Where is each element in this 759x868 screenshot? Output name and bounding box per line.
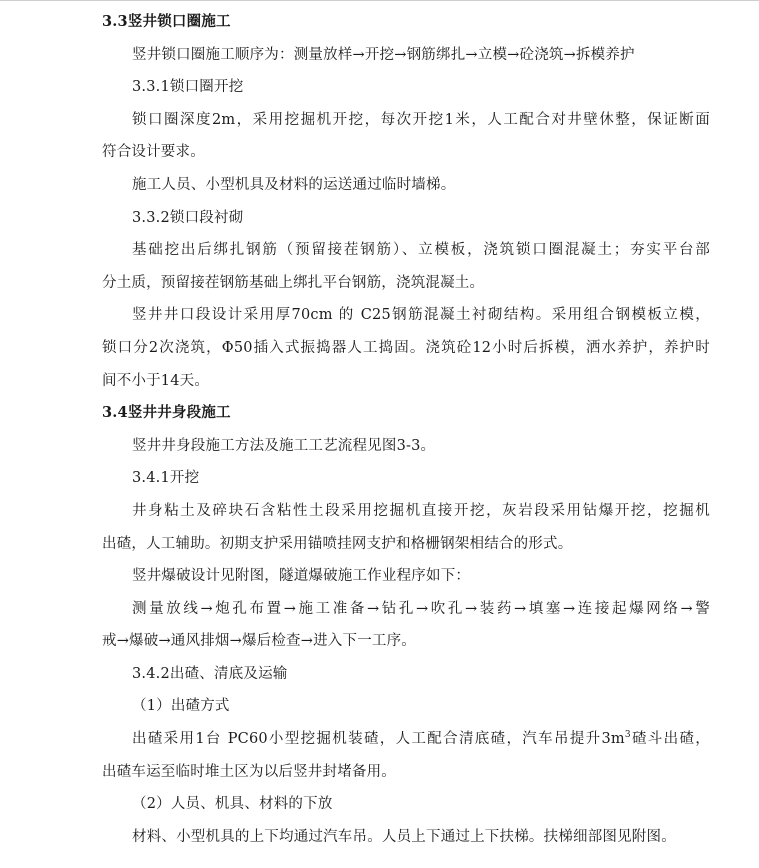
paragraph-3-3-1-b: 施工人员、小型机具及材料的运送通过临时墙梯。 (132, 176, 456, 193)
section-heading-3-3: 3.3竖井锁口圈施工 (102, 13, 231, 30)
paragraph-3-4-1-c-line1: 测量放线→炮孔布置→施工准备→钻孔→吹孔→装药→填塞→连接起爆网络→警 (132, 600, 710, 617)
paragraph-3-3-2-b-line2: 锁口分2次浇筑，Φ50插入式振捣器人工捣固。浇筑砼12小时后拆模，洒水养护，养护时 (102, 339, 710, 356)
paragraph-3-4-2-2-a: 材料、小型机具的上下均通过汽车吊。人员上下通过上下扶梯。扶梯细部图见附图。 (132, 828, 676, 845)
paragraph-3-4-1-a-line1: 井身粘土及碎块石含粘性土段采用挖掘机直接开挖，灰岩段采用钻爆开挖，挖掘机 (132, 502, 710, 519)
page-top-rule (0, 0, 759, 1)
paragraph-3-3-2-b-line1: 竖井井口段设计采用厚70cm 的 C25钢筋混凝土衬砌结构。采用组合钢模板立模， (132, 307, 710, 324)
cubic-superscript: 3 (624, 730, 631, 741)
paragraph-3-3-sequence: 竖井锁口圈施工顺序为：测量放样→开挖→钢筋绑扎→立模→砼浇筑→拆模养护 (132, 46, 635, 63)
paragraph-3-4-2-1-a-line1 (102, 723, 710, 756)
paragraph-3-3-2-b-line3: 间不小于14天。 (102, 372, 210, 389)
paragraph-3-3-1-a-line1: 锁口圈深度2m，采用挖掘机开挖，每次开挖1米，人工配合对井壁休整，保证断面 (132, 111, 710, 128)
paragraph-3-3-2-a-line2: 分土质，预留接茬钢筋基础上绑扎平台钢筋，浇筑混凝土。 (102, 274, 485, 291)
section-heading-3-4: 3.4竖井井身段施工 (102, 404, 231, 422)
subsection-heading-3-3-1: 3.3.1锁口圈开挖 (132, 79, 244, 96)
paragraph-3-4-1-a-line2: 出碴，人工辅助。初期支护采用锚喷挂网支护和格栅钢架相结合的形式。 (102, 535, 573, 552)
subsection-heading-3-4-1: 3.4.1开挖 (132, 470, 200, 487)
document-body (102, 6, 710, 853)
subsection-heading-3-4-2: 3.4.2出碴、清底及运输 (132, 665, 288, 682)
paragraph-3-4-1-b: 竖井爆破设计见附图，隧道爆破施工作业程序如下： (132, 568, 471, 585)
paragraph-3-4: 竖井井身段施工方法及施工工艺流程见图3-3。 (132, 437, 436, 454)
paragraph-3-4-2-1-a-line1-post: 碴斗出碴， (630, 731, 710, 748)
paragraph-3-4-1-c-line2: 戒→爆破→通风排烟→爆后检查→进入下一工序。 (102, 633, 416, 650)
paragraph-3-3-2-a-line1: 基础挖出后绑扎钢筋（预留接茬钢筋）、立模板，浇筑锁口圈混凝土；夯实平台部 (132, 242, 710, 259)
paragraph-3-4-2-1-a-line1-pre: 出碴采用1台 PC60小型挖掘机装碴，人工配合清底碴，汽车吊提升3m (132, 731, 625, 748)
subsection-heading-3-3-2: 3.3.2锁口段衬砌 (132, 209, 244, 226)
item-heading-3-4-2-2: （2）人员、机具、材料的下放 (132, 796, 333, 813)
paragraph-3-3-1-a-line2: 符合设计要求。 (102, 144, 205, 161)
paragraph-3-4-2-1-a-line2: 出碴车运至临时堆土区为以后竖井封堵备用。 (102, 763, 396, 780)
item-heading-3-4-2-1: （1）出碴方式 (132, 698, 230, 715)
